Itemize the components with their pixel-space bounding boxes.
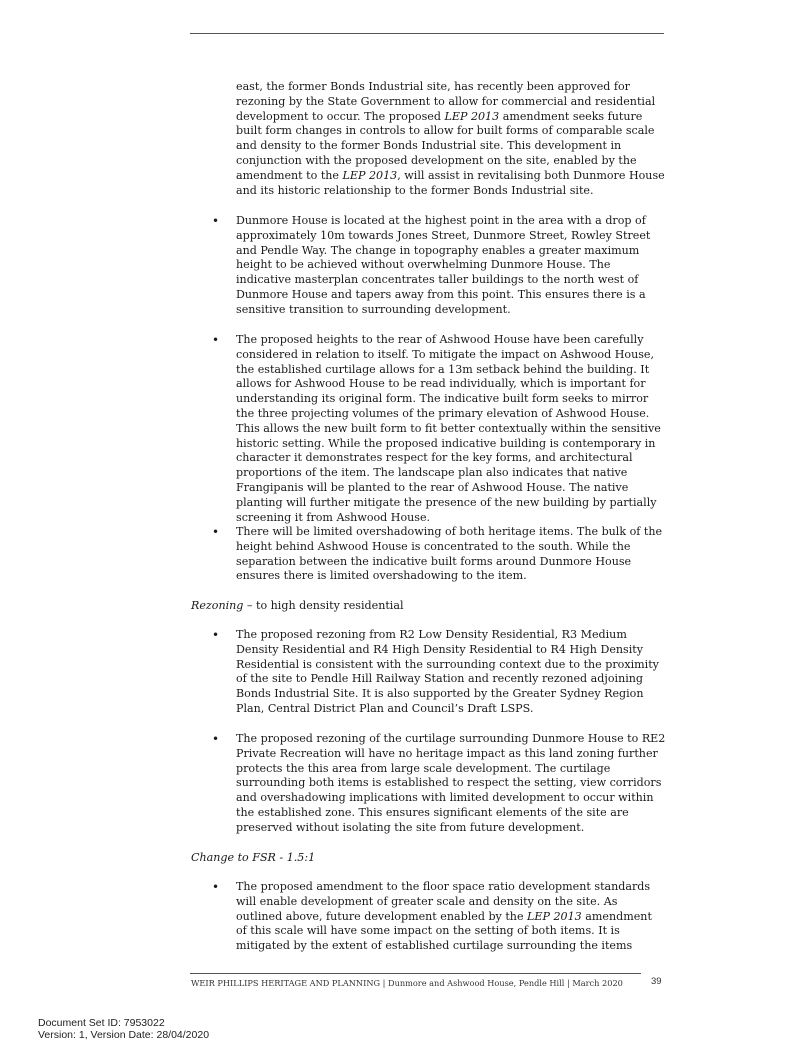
bullet-icon: • [212, 732, 220, 746]
header-rule [190, 33, 664, 34]
list-item-text: The proposed heights to the rear of Ashwood House have been carefully considered in relation to itself. To mitigate the impact on Ashwood House, the established curtilage allows for a 13m setback behind the building. It allows for Ashwood House to be read individually, which is important for understanding its original form. The indicative built form seeks to mirror the three projecting volumes of the primary elevation of Ashwood House. This allows the new built form to fit better contextually within the sensitive historic setting. While the proposed indicative building is contemporary in character it demonstrates respect for the key forms, and architectural proportions of the item. The landscape plan also indicates that native Frangipanis will be planted to the rear of Ashwood House. The native planting will further mitigate the presence of the new building by partially screening it from Ashwood House. [236, 333, 661, 524]
italic-term: LEP 2013 [342, 168, 398, 182]
text-run: amendment of this scale will have some impact on the setting of both items. It is mitigated by the extent of established curtilage surrounding the items [236, 909, 652, 953]
list-item-text: There will be limited overshadowing of both heritage items. The bulk of the height behind Ashwood House is concentrated to the south. While the separation between the indicative built forms around Dunmore House ensures there is limited overshadowing to the item. [236, 525, 663, 583]
section-heading-rezoning: Rezoning – to high density residential [191, 599, 404, 612]
footer-text: WEIR PHILLIPS HERITAGE AND PLANNING | Dunmore and Ashwood House, Pendle Hill | March 2020 [191, 978, 623, 988]
bullet-icon: • [212, 333, 220, 347]
list-item [212, 525, 666, 584]
text-run: east, the former Bonds Industrial site, has recently been approved for rezoning by the State Government to allow for commercial and residential development to occur. The proposed [236, 80, 656, 123]
bullet-icon: • [212, 628, 220, 642]
intro-paragraph [236, 80, 666, 198]
list-item-text: The proposed rezoning of the curtilage surrounding Dunmore House to RE2 Private Recreation will have no heritage impact as this land zoning further protects the this area from large scale development. The curtilage surrounding both items is established to respect the setting, view corridors and overshadowing implications with limited development to occur within the established zone. This ensures significant elements of the site are preserved without isolating the site from future development. [236, 732, 666, 834]
list-item [212, 214, 666, 318]
text-run: The proposed amendment to the floor space ratio development standards will enable development of greater scale and density on the site. As outlined above, future development enabled by the [236, 880, 651, 923]
document-version: Version: 1, Version Date: 28/04/2020 [38, 1029, 210, 1041]
italic-term: LEP 2013 [444, 109, 500, 123]
section-heading-fsr: Change to FSR - 1.5:1 [191, 851, 316, 864]
text-run: amendment seeks future built form changes in controls to allow for built forms of comparable scale and density to the former Bonds Industrial site. This development in conjunction with the proposed development on the site, enabled by the amendment to the [236, 109, 655, 182]
list-item [212, 333, 666, 525]
page-number: 39 [651, 976, 662, 987]
text-run: , will assist in revitalising both Dunmore House and its historic relationship to the former Bonds Industrial site. [236, 168, 665, 197]
list-item-text: Dunmore House is located at the highest point in the area with a drop of approximately 10m towards Jones Street, Dunmore Street, Rowley Street and Pendle Way. The change in topography enables a greater maximum height to be achieved without overwhelming Dunmore House. The indicative masterplan concentrates taller buildings to the north west of Dunmore House and tapers away from this point. This ensures there is a sensitive transition to surrounding development. [236, 214, 651, 316]
bullet-icon: • [212, 525, 220, 539]
italic-term: LEP 2013 [527, 909, 582, 923]
list-item [212, 628, 666, 717]
list-item-text: The proposed rezoning from R2 Low Density Residential, R3 Medium Density Residential and R4 High Density Residential to R4 High Density Residential is consistent with the surrounding context due to the proximity of the site to Pendle Hill Railway Station and recently rezoned adjoining Bonds Industrial Site. It is also supported by the Greater Sydney Region Plan, Central District Plan and Council’s Draft LSPS. [236, 628, 659, 715]
bullet-icon: • [212, 214, 220, 228]
document-set-id: Document Set ID: 7953022 [38, 1017, 165, 1029]
footer-rule [190, 973, 641, 974]
document-stamp [38, 1017, 209, 1041]
list-item [212, 880, 666, 954]
list-item-text [236, 880, 666, 954]
bullet-icon: • [212, 880, 220, 894]
list-item [212, 732, 666, 836]
